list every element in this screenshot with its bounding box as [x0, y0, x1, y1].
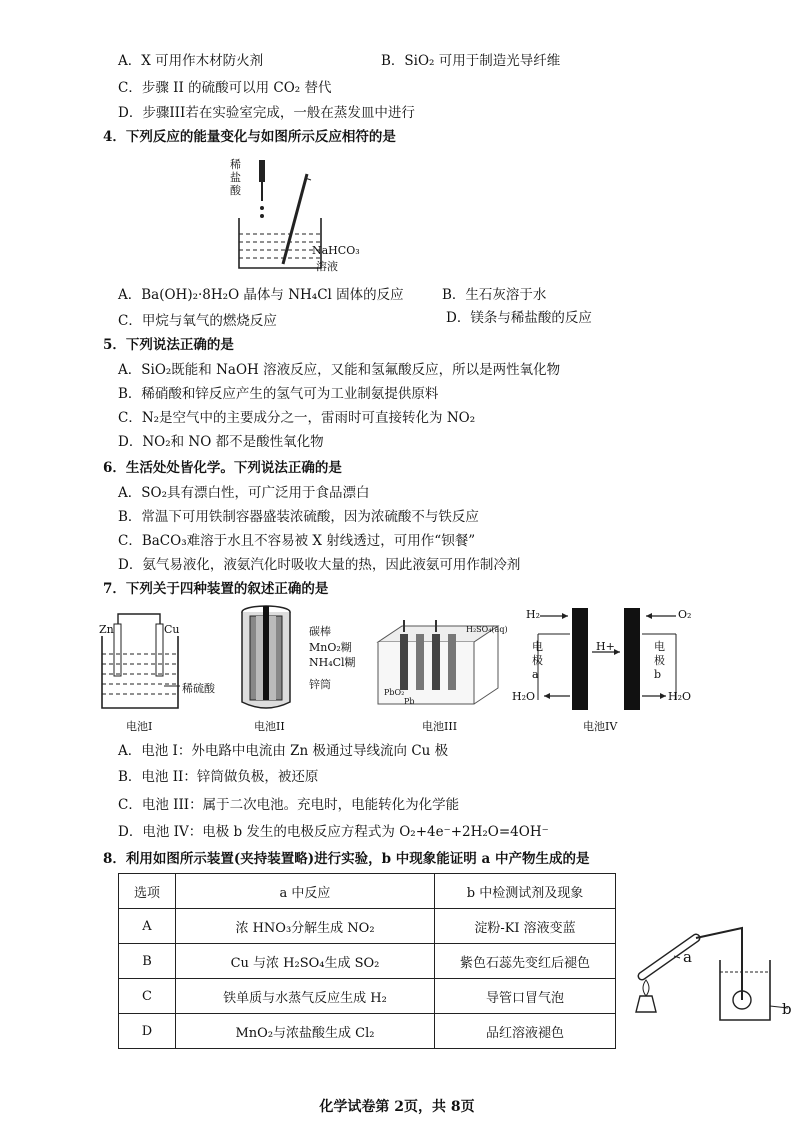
cell-2-label-carbon-rod: 碳棒	[309, 625, 331, 638]
table-cell: 淀粉-KI 溶液变蓝	[435, 909, 616, 944]
q6-option-a: A．SO₂具有漂白性，可广泛用于食品漂白	[118, 485, 370, 501]
q4-acid-label: 稀盐酸	[230, 158, 241, 197]
cell-1-cu-label: Cu	[164, 623, 180, 636]
q8-table	[118, 873, 616, 1049]
table-cell: 紫色石蕊先变红后褪色	[435, 944, 616, 979]
q7-option-d: D．电池 IV：电极 b 发生的电极反应方程式为 O₂+4e⁻+2H₂O=4OH⁻	[118, 824, 549, 840]
q3-option-d: D．步骤III若在实验室完成，一般在蒸发皿中进行	[118, 105, 415, 121]
q8-apparatus-a-label: a	[683, 948, 692, 966]
q5-option-d: D．NO₂和 NO 都不是酸性氧化物	[118, 434, 324, 450]
q6-option-b: B．常温下可用铁制容器盛装浓硫酸，因为浓硫酸不与铁反应	[118, 509, 479, 525]
page-footer: 化学试卷第 2页，共 8页	[319, 1099, 475, 1115]
table-cell: C	[119, 979, 176, 1014]
table-cell: 导管口冒气泡	[435, 979, 616, 1014]
q7-option-b: B．电池 II：锌筒做负极，被还原	[118, 769, 319, 785]
q3-option-a: A．X 可用作木材防火剂	[118, 53, 264, 69]
table-row	[119, 1014, 616, 1049]
table-row	[119, 944, 616, 979]
q4-option-c: C．甲烷与氧气的燃烧反应	[118, 313, 277, 329]
q7-option-a: A．电池 I：外电路中电流由 Zn 极通过导线流向 Cu 极	[118, 743, 449, 759]
q4-solution-label-2: 溶液	[316, 260, 338, 273]
q4-option-b: B．生石灰溶于水	[442, 287, 547, 303]
q7-option-c: C．电池 III：属于二次电池。充电时，电能转化为化学能	[118, 797, 460, 813]
table-row	[119, 909, 616, 944]
cell-4-h2-label: H₂	[526, 608, 541, 621]
q4-option-d: D．镁条与稀盐酸的反应	[446, 310, 592, 326]
cell-3-label-pbo2: PbO₂	[384, 688, 405, 697]
cell-3-label-electrolyte: H₂SO₄(aq)	[466, 625, 508, 634]
cell-2-figure	[236, 602, 316, 716]
q3-option-b: B．SiO₂ 可用于制造光导纤维	[381, 53, 561, 69]
q8-apparatus-b-label: b	[782, 1000, 792, 1018]
table-cell: B	[119, 944, 176, 979]
cell-4-water-right-label: H₂O	[668, 690, 692, 703]
cell-2-caption: 电池II	[254, 720, 285, 733]
cell-3-caption: 电池III	[422, 720, 458, 733]
q6-option-d: D．氨气易液化，液氨汽化时吸收大量的热，因此液氨可用作制冷剂	[118, 557, 521, 573]
cell-1-zn-label: Zn	[99, 623, 114, 636]
q4-solution-label-1: NaHCO₃	[312, 244, 360, 257]
q6-stem: 6．生活处处皆化学。下列说法正确的是	[103, 460, 342, 476]
table-row	[119, 979, 616, 1014]
q8-apparatus-figure	[624, 916, 794, 1028]
q7-stem: 7．下列关于四种装置的叙述正确的是	[103, 581, 329, 597]
cell-1-acid-label: 稀硫酸	[182, 682, 215, 695]
q8-stem: 8．利用如图所示装置(夹持装置略)进行实验，b 中现象能证明 a 中产物生成的是	[103, 851, 590, 867]
q5-option-a: A．SiO₂既能和 NaOH 溶液反应，又能和氢氟酸反应，所以是两性氧化物	[118, 362, 561, 378]
cell-1-caption: 电池I	[126, 720, 153, 733]
q5-option-c: C．N₂是空气中的主要成分之一，雷雨时可直接转化为 NO₂	[118, 410, 476, 426]
cell-4-caption: 电池IV	[583, 720, 618, 733]
cell-2-label-mno2: MnO₂糊	[309, 641, 352, 654]
cell-1-figure	[98, 606, 218, 716]
table-header-cell: 选项	[119, 874, 176, 909]
q5-option-b: B．稀硝酸和锌反应产生的氢气可为工业制氨提供原料	[118, 386, 439, 402]
table-cell: Cu 与浓 H₂SO₄生成 SO₂	[176, 944, 435, 979]
table-header-row	[119, 874, 616, 909]
cell-4-o2-label: O₂	[678, 608, 692, 621]
q4-figure-beaker	[225, 156, 365, 276]
cell-4-proton-label: H+	[596, 640, 615, 653]
table-header-cell: b 中检测试剂及现象	[435, 874, 616, 909]
dropper-bulb	[259, 160, 265, 182]
table-header-cell: a 中反应	[176, 874, 435, 909]
cell-2-label-nh4cl: NH₄Cl糊	[309, 656, 356, 669]
table-cell: 铁单质与水蒸气反应生成 H₂	[176, 979, 435, 1014]
q5-stem: 5．下列说法正确的是	[103, 337, 234, 353]
q6-option-c: C．BaCO₃难溶于水且不容易被 X 射线透过，可用作“钡餐”	[118, 533, 476, 549]
table-cell: D	[119, 1014, 176, 1049]
cell-3-label-pb: Pb	[404, 697, 415, 706]
table-cell: 浓 HNO₃分解生成 NO₂	[176, 909, 435, 944]
q4-option-a: A．Ba(OH)₂·8H₂O 晶体与 NH₄Cl 固体的反应	[118, 287, 404, 303]
q3-option-c: C．步骤 II 的硫酸可以用 CO₂ 替代	[118, 80, 332, 96]
table-cell: 品红溶液褪色	[435, 1014, 616, 1049]
cell-4-electrode-b-label: 电极b	[654, 640, 665, 681]
cell-4-electrode-a-label: 电极a	[532, 640, 543, 681]
table-cell: A	[119, 909, 176, 944]
cell-2-label-zinc-can: 锌筒	[309, 678, 331, 691]
table-cell: MnO₂与浓盐酸生成 Cl₂	[176, 1014, 435, 1049]
cell-4-water-left-label: H₂O	[512, 690, 536, 703]
q4-stem: 4．下列反应的能量变化与如图所示反应相符的是	[103, 129, 396, 145]
